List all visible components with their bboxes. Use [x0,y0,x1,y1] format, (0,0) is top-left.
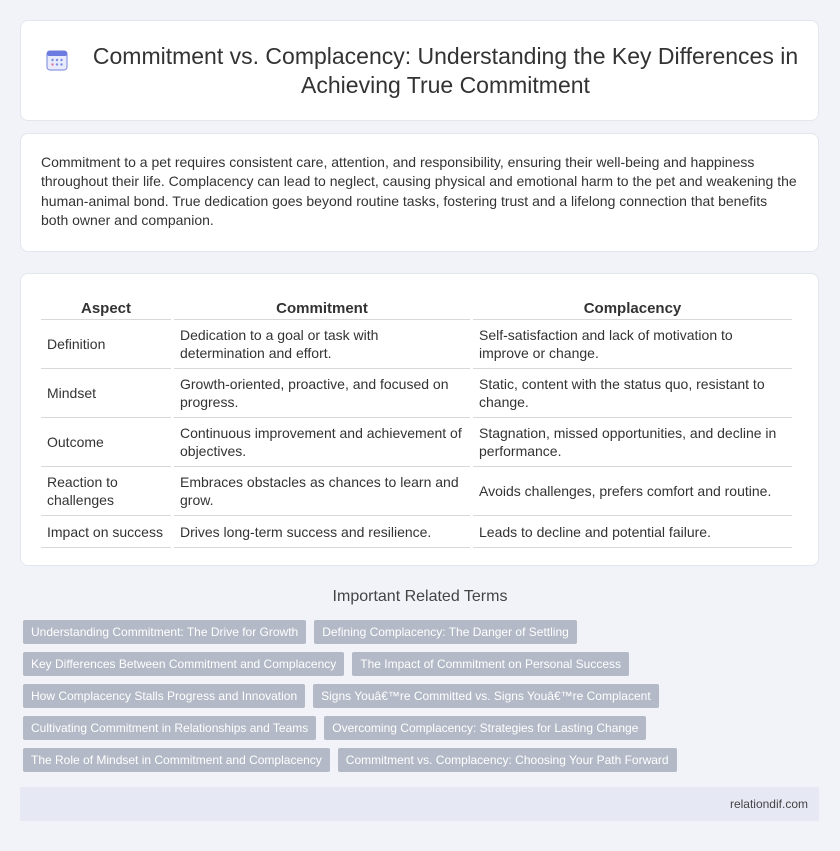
cell-commitment: Growth-oriented, proactive, and focused on progress. [174,369,470,418]
cell-complacency: Avoids challenges, prefers comfort and routine. [473,467,792,516]
table-row [41,369,792,418]
header-card [20,20,819,121]
header-aspect: Aspect [41,291,171,320]
cell-commitment: Dedication to a goal or task with determination and effort. [174,320,470,369]
comparison-table-card [20,273,819,566]
related-term-link[interactable]: Defining Complacency: The Danger of Settling [314,620,577,644]
cell-complacency: Leads to decline and potential failure. [473,516,792,548]
related-term-link[interactable]: The Impact of Commitment on Personal Success [352,652,629,676]
related-term-link[interactable]: Understanding Commitment: The Drive for Growth [23,620,306,644]
table-header-row [41,291,792,320]
cell-commitment: Continuous improvement and achievement of objectives. [174,418,470,467]
related-term-link[interactable]: Cultivating Commitment in Relationships and Teams [23,716,316,740]
related-terms-heading: Important Related Terms [332,588,508,605]
cell-commitment: Embraces obstacles as chances to learn and grow. [174,467,470,516]
cell-aspect: Impact on success [41,516,171,548]
related-term-link[interactable]: Key Differences Between Commitment and Complacency [23,652,344,676]
cell-aspect: Definition [41,320,171,369]
related-term-link[interactable]: Signs Youâ€™re Committed vs. Signs Youâ€™re Complacent [313,684,659,708]
intro-paragraph: Commitment to a pet requires consistent care, attention, and responsibility, ensuring their well-being and happiness throughout their life. Complacency can lead to neglect, causing physical and emotional harm to the pet and weakening the human-animal bond. True dedication goes beyond routine tasks, fostering trust and a lifelong connection that benefits both owner and companion. [41,154,797,229]
cell-complacency: Static, content with the status quo, resistant to change. [473,369,792,418]
comparison-table [38,291,795,548]
table-row [41,418,792,467]
table-row [41,467,792,516]
table-row [41,516,792,548]
page-title: Commitment vs. Complacency: Understanding the Key Differences in Achieving True Commitment [92,42,799,98]
related-term-link[interactable]: How Complacency Stalls Progress and Innovation [23,684,305,708]
cell-commitment: Drives long-term success and resilience. [174,516,470,548]
cell-aspect: Reaction to challenges [41,467,171,516]
cell-complacency: Stagnation, missed opportunities, and decline in performance. [473,418,792,467]
footer-site-link[interactable]: relationdif.com [729,797,808,811]
related-terms-list [23,620,813,772]
cell-complacency: Self-satisfaction and lack of motivation to improve or change. [473,320,792,369]
cell-aspect: Mindset [41,369,171,418]
header-commitment: Commitment [174,291,470,320]
calendar-icon [45,48,69,72]
intro-card [20,133,819,252]
table-row [41,320,792,369]
header-complacency: Complacency [473,291,792,320]
footer [20,787,819,821]
related-term-link[interactable]: Commitment vs. Complacency: Choosing Your Path Forward [338,748,677,772]
cell-aspect: Outcome [41,418,171,467]
related-term-link[interactable]: The Role of Mindset in Commitment and Complacency [23,748,330,772]
related-term-link[interactable]: Overcoming Complacency: Strategies for Lasting Change [324,716,646,740]
